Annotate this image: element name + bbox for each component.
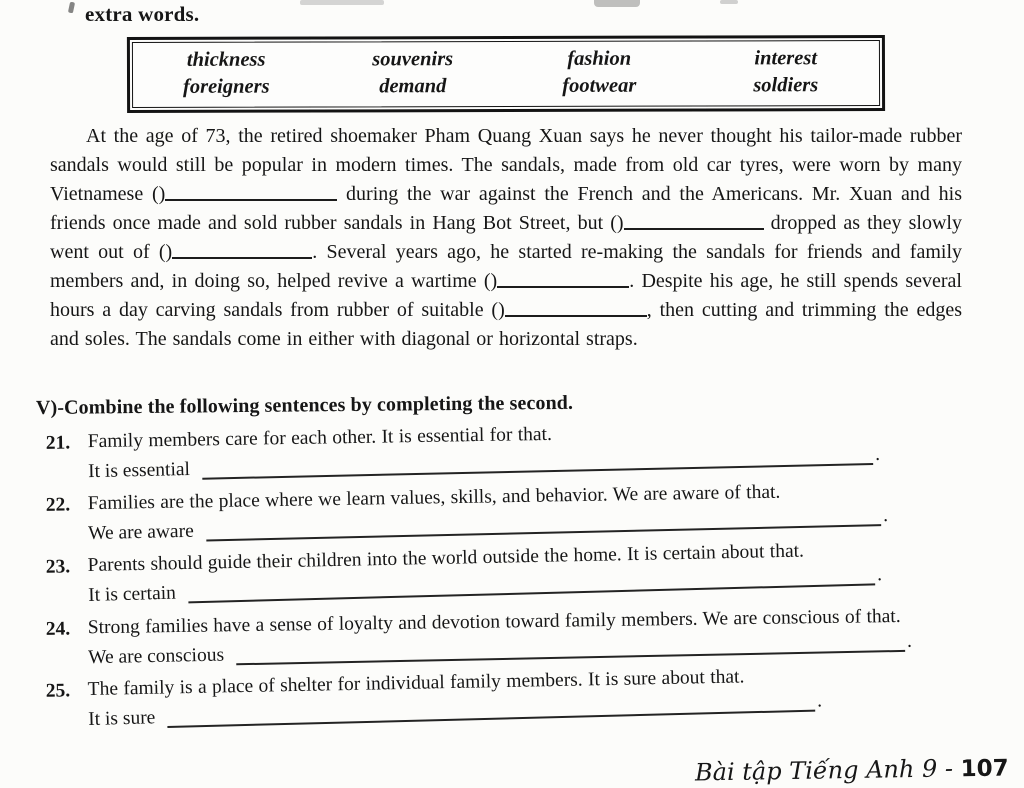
fill-in-blank [505, 299, 647, 317]
item-number: 23. [45, 556, 71, 578]
fill-in-blank [624, 212, 764, 230]
fill-in-blank [497, 270, 629, 288]
answer-end-mark: . [816, 690, 823, 712]
passage-text: dropped as they slowly went out of () [50, 212, 962, 263]
item-sentence: Parents should guide their children into the world outside the home. It is certain about that. [87, 540, 805, 576]
answer-stem: It is sure [87, 707, 156, 730]
answer-stem: We are conscious [87, 644, 225, 669]
answer-blank [188, 580, 875, 603]
item-number: 25. [45, 680, 71, 702]
word-box-word: demand [379, 75, 447, 98]
fill-in-blank [165, 183, 337, 201]
answer-stem: It is certain [87, 582, 177, 606]
word-box-word: fashion [567, 47, 632, 70]
word-box-grid [133, 47, 879, 99]
answer-stem: It is essential [87, 458, 191, 483]
book-title: Bài tập Tiếng Anh 9 [694, 754, 938, 787]
answer-blank [167, 707, 815, 728]
section-v [35, 391, 981, 738]
item-sentence: Family members care for each other. It is essential for that. [87, 423, 553, 453]
item-number: 22. [45, 494, 71, 516]
scan-edge-artifact [300, 0, 384, 5]
word-box-word: footwear [562, 74, 637, 97]
word-box-word: soldiers [753, 74, 819, 97]
passage-text: during the war against the French and the Americans. Mr. Xuan and his friends once made and sold rubber sandals in Hang Bot Street, but () [50, 183, 962, 234]
word-bank-box [127, 35, 885, 113]
answer-end-mark: . [874, 443, 881, 466]
page-number: 107 [960, 755, 1009, 783]
passage-text: . Despite his age, he still spends several hours a day carving sandals from rubber of suitable () [50, 270, 962, 321]
answer-end-mark: . [876, 564, 883, 586]
answer-end-mark: . [906, 630, 913, 652]
word-box-word: souvenirs [372, 48, 454, 71]
answer-stem: We are aware [87, 520, 194, 545]
item-number: 21. [45, 432, 71, 454]
scan-edge-artifact [68, 2, 75, 14]
passage-text: . Several years ago, he started re-making the sandals for friends and family members and, in doing so, helped revive a wartime () [50, 241, 962, 292]
word-bank-inner-border [132, 40, 880, 108]
item-number: 24. [45, 618, 71, 640]
instruction-tail-text: extra words. [85, 2, 200, 26]
exercise-list [36, 423, 981, 735]
section-v-heading: V)-Combine the following sentences by completing the second. [35, 391, 574, 419]
scan-edge-artifact [720, 0, 738, 4]
footer-page-label [695, 754, 1009, 787]
passage-text: , then cutting and trimming the edges and soles. The sandals come in either with diagonal or horizontal straps. [50, 299, 962, 350]
answer-blank [202, 460, 873, 480]
word-box-word: foreigners [182, 75, 270, 98]
footer-separator: - [944, 754, 954, 783]
item-sentence: Families are the place where we learn values, skills, and behavior. We are aware of that. [87, 481, 781, 515]
passage-text: At the age of 73, the retired shoemaker Pham Quang Xuan says he never thought his tailor-made rubber sandals would still be popular in modern times. The sandals, made from old car tyres, were worn by many Vietnamese () [50, 125, 962, 205]
word-box-word: thickness [186, 48, 266, 71]
word-box-word: interest [754, 47, 818, 70]
fill-in-blank [172, 241, 312, 259]
passage [50, 122, 962, 354]
item-sentence: The family is a place of shelter for individual family members. It is sure about that. [87, 666, 745, 701]
item-sentence: Strong families have a sense of loyalty and devotion toward family members. We are conscious of that. [87, 605, 901, 639]
answer-end-mark: . [882, 504, 889, 527]
scan-edge-artifact [594, 0, 640, 7]
